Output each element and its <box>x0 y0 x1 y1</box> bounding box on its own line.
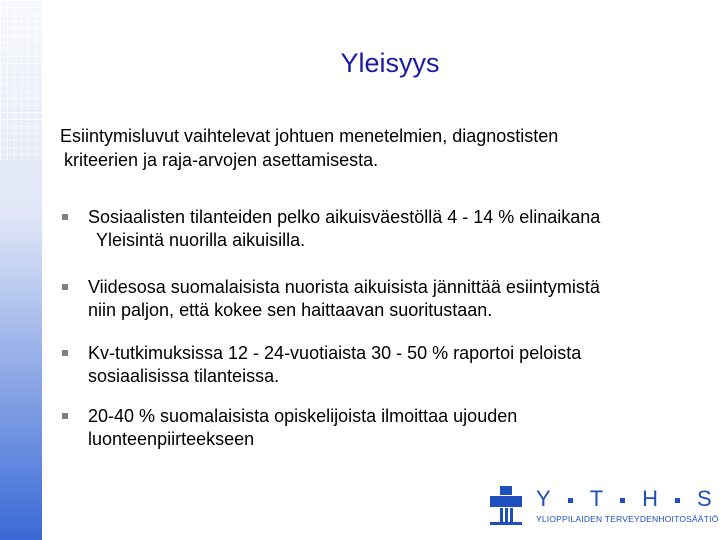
logo-subtitle: YLIOPPILAIDEN TERVEYDENHOITOSÄÄTIÖ <box>536 514 719 524</box>
logo-letters <box>536 486 712 510</box>
bullet-line-1: Sosiaalisten tilanteiden pelko aikuisväestöllä 4 - 14 % elinaikana <box>88 207 601 227</box>
intro-line-2: kriteerien ja raja-arvojen asettamisesta. <box>64 150 379 170</box>
bullet-line-1: 20-40 % suomalaisista opiskelijoista ilmoittaa ujouden <box>88 406 518 426</box>
yths-logo <box>486 486 719 530</box>
bullet-line-2: sosiaalisissa tilanteissa. <box>88 366 280 386</box>
logo-letter: S <box>697 486 712 511</box>
bullet-text <box>62 276 692 322</box>
intro-line-1: Esiintymisluvut vaihtelevat johtuen menetelmien, diagnostisten <box>60 126 559 146</box>
logo-letter: H <box>642 486 659 511</box>
bullet-line-2: Yleisintä nuorilla aikuisilla. <box>96 230 306 250</box>
logo-dot-icon <box>620 498 625 503</box>
logo-dot-icon <box>568 498 573 503</box>
bullet-text <box>62 405 692 451</box>
logo-dot-icon <box>675 498 680 503</box>
bullet-square-icon <box>62 350 68 356</box>
bullet-item <box>62 405 692 451</box>
slide-title: Yleisyys <box>340 48 440 78</box>
decorative-side-strip <box>0 0 42 540</box>
bullet-item <box>62 206 692 252</box>
bullet-text <box>62 206 692 252</box>
bullet-square-icon <box>62 214 68 220</box>
intro-paragraph <box>62 124 682 172</box>
bullet-item <box>62 342 692 388</box>
bullet-line-2: luonteenpiirteekseen <box>88 429 255 449</box>
bullet-item <box>62 276 692 322</box>
logo-letter: T <box>589 486 604 511</box>
bullet-line-1: Kv-tutkimuksissa 12 - 24-vuotiaista 30 - 50 % raportoi peloista <box>88 343 582 363</box>
bullet-square-icon <box>62 413 68 419</box>
bullet-line-1: Viidesosa suomalaisista nuorista aikuisista jännittää esiintymistä <box>88 277 600 297</box>
bullet-text <box>62 342 692 388</box>
bullet-line-2: niin paljon, että kokee sen haittaavan suoritustaan. <box>88 300 493 320</box>
side-strip-grid-pattern <box>0 0 42 160</box>
logo-letter: Y <box>536 486 551 511</box>
yths-emblem-icon <box>486 486 526 526</box>
bullet-square-icon <box>62 284 68 290</box>
